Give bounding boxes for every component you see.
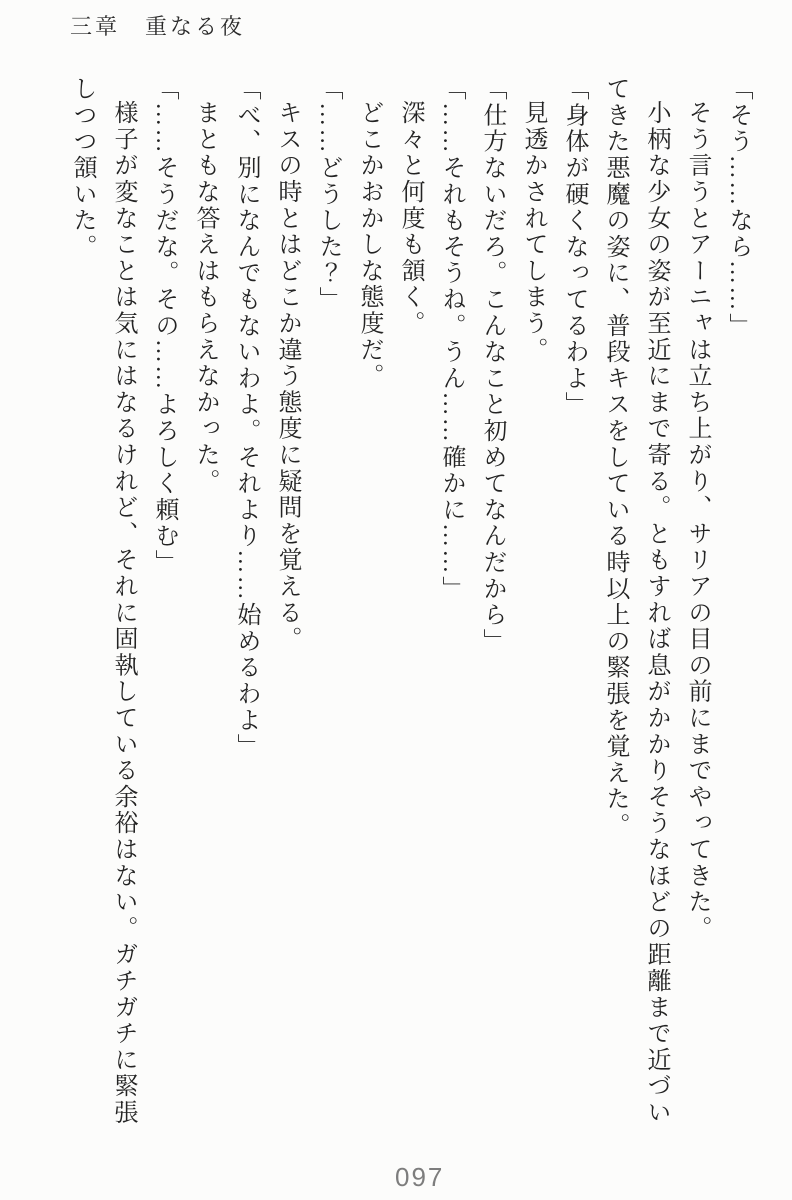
- paragraph-narrative: 見透かされてしまう。: [520, 100, 546, 363]
- paragraph-narrative: どこかおかしな態度だ。: [356, 100, 382, 390]
- paragraph-dialogue: 「仕方ないだろ。こんなこと初めてなんだから」: [479, 76, 505, 655]
- chapter-header: 三章 重なる夜: [70, 14, 246, 39]
- paragraph-dialogue: 「……どうした？」: [315, 76, 341, 313]
- paragraph-narrative: そう言うとアーニャは立ち上がり、サリアの目の前にまでやってきた。: [684, 100, 710, 942]
- paragraph-narrative: まともな答えはもらえなかった。: [192, 100, 218, 495]
- paragraph-dialogue: 「身体が硬くなってるわよ」: [561, 76, 587, 418]
- text-body: [46, 76, 758, 1132]
- paragraph-dialogue: 「……それもそうね。うん……確かに……」: [438, 76, 464, 602]
- paragraph-dialogue: 「そう……なら……」: [725, 76, 751, 339]
- paragraph-narrative: キスの時とはどこか違う態度に疑問を覚える。: [274, 100, 300, 653]
- paragraph-dialogue: 「……そうだな。その……よろしく頼む」: [151, 76, 177, 576]
- paragraph-dialogue: 「べ、別になんでもないわよ。それより……始めるわよ」: [233, 76, 259, 760]
- paragraph-narrative: 様子が変なことは気にはなるけれど、それに固執している余裕はない。ガチガチに緊張しつつ頷いた。: [69, 76, 136, 1126]
- paragraph-narrative: 深々と何度も頷く。: [397, 100, 423, 337]
- paragraph-narrative: 小柄な少女の姿が至近にまで寄る。ともすれば息がかかりそうなほどの距離まで近づいてきた悪魔の姿に、普段キスをしている時以上の緊張を覚えた。: [602, 76, 669, 1126]
- page-number: 097: [395, 1162, 445, 1192]
